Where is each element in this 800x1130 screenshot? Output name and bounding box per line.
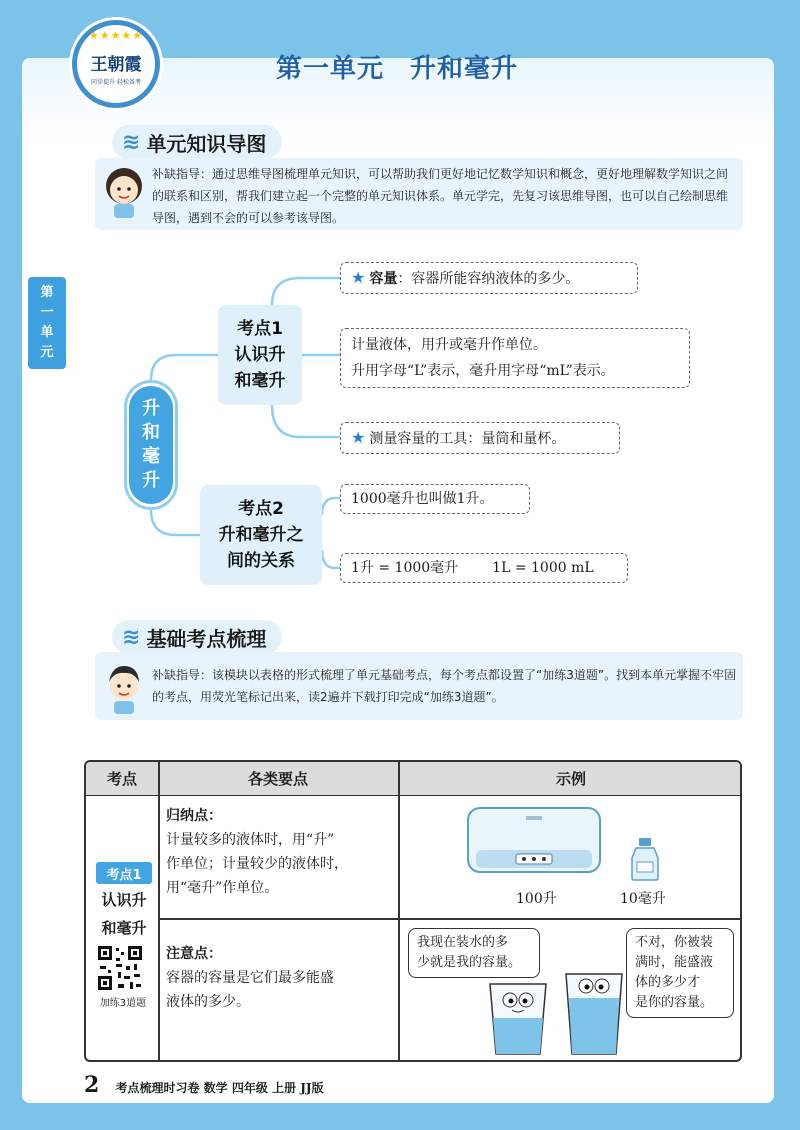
mindmap-root <box>124 380 178 510</box>
kp1-line: 考点1 <box>237 319 283 339</box>
wave-icon: ≋ <box>122 624 141 650</box>
unit-title <box>276 48 518 85</box>
summary-line: 作单位；计量较少的液体时， <box>166 856 348 872</box>
section-header-mindmap <box>112 125 282 159</box>
bubble-line: 少就是我的容量。 <box>417 955 522 970</box>
kp1-badge: 考点1 <box>96 862 152 884</box>
root-char: 升 <box>142 470 160 491</box>
brand-logo <box>72 20 160 108</box>
summary-line: 计量较多的液体时，用“升” <box>166 832 335 848</box>
unit-topic: 升和毫升 <box>410 54 519 84</box>
mindmap-leaf-1000ml <box>340 484 530 514</box>
kp1-name <box>90 886 158 942</box>
table-header-point: 考点 <box>86 762 158 796</box>
table-divider <box>398 762 400 1062</box>
section-header-points <box>112 620 282 654</box>
summary-title: 归纳点： <box>166 808 222 824</box>
bubble-line: 不对，你被装 <box>635 935 714 950</box>
mindmap-leaf-units <box>340 328 690 388</box>
water-heater-icon <box>466 806 602 878</box>
note-cell <box>166 942 392 1014</box>
summary-cell <box>166 804 392 900</box>
star-icon: ★ <box>351 267 366 287</box>
side-tab-char: 一 <box>40 305 54 320</box>
mindmap-root-inner <box>129 386 173 504</box>
kp2-line: 升和毫升之 <box>218 525 304 545</box>
kp1-line: 和毫升 <box>234 371 286 391</box>
caption-heater: 100升 <box>516 891 557 907</box>
bubble-line: 体的多少才 <box>635 975 701 990</box>
root-char: 毫 <box>142 446 160 467</box>
qr-code-icon[interactable] <box>96 944 144 992</box>
wave-icon: ≋ <box>122 129 141 155</box>
logo-text: 王朝霞 <box>90 55 142 75</box>
note-line: 液体的多少。 <box>166 994 250 1010</box>
cup-left-icon <box>486 978 550 1058</box>
caption-bottle: 10毫升 <box>620 891 666 907</box>
bubble-line: 是你的容量。 <box>635 995 714 1010</box>
girl-avatar-icon <box>100 160 148 220</box>
table-divider <box>158 918 742 920</box>
equation-chinese: 1升 = 1000毫升 <box>351 560 459 576</box>
note-line: 容器的容量是它们最多能盛 <box>166 970 334 986</box>
kp2-line: 考点2 <box>238 499 284 519</box>
kp1-line: 认识升 <box>234 345 286 365</box>
kp1-name-line: 认识升 <box>101 891 147 909</box>
kp1-name-line: 和毫升 <box>101 919 147 937</box>
leaf-capacity-line <box>351 265 627 292</box>
leaf-capacity-text: ：容器所能容纳液体的多少。 <box>397 270 580 287</box>
table-header-example: 示例 <box>398 762 742 796</box>
tip-text-1: 补缺指导：通过思维导图梳理单元知识，可以帮助我们更好地记忆数学知识和概念，更好地理解数学知识之间的联系和区别，帮我们建立起一个完整的单元知识体系。单元学完，先复习该思维导图，也可以自己绘制思维导图，遇到不会的可以参考该导图。 <box>152 167 729 225</box>
logo-stars-icon: ★★★★★ <box>88 29 144 42</box>
equation-letters: 1L = 1000 mL <box>492 560 594 576</box>
page-number: 2 <box>84 1072 100 1098</box>
mindmap-leaf-equation <box>340 553 628 583</box>
side-tab-char: 元 <box>40 345 54 360</box>
mindmap-kp1 <box>218 305 302 405</box>
section-title: 单元知识导图 <box>146 131 267 156</box>
table-divider <box>158 762 160 1062</box>
logo-subtitle: 同步提升 轻松备考 <box>91 79 141 86</box>
leaf-1000ml-text: 1000毫升也叫做1升。 <box>351 491 494 507</box>
root-char: 和 <box>142 422 160 443</box>
leaf-units-line: 升用字母“L”表示，毫升用字母“mL”表示。 <box>351 363 615 379</box>
table-header-keypoints: 各类要点 <box>158 762 398 796</box>
side-tab-char: 第 <box>40 285 54 300</box>
mindmap-leaf-tools <box>340 422 620 454</box>
root-char: 升 <box>142 398 160 419</box>
summary-line: 用“毫升”作单位。 <box>166 880 279 896</box>
star-icon: ★ <box>351 427 366 447</box>
section-title: 基础考点梳理 <box>146 626 267 651</box>
unit-label: 第一单元 <box>276 54 385 84</box>
footer-text: 考点梳理时习卷 数学 四年级 上册 JJ版 <box>115 1081 324 1095</box>
kp2-line: 间的关系 <box>227 551 295 571</box>
mindmap-leaf-capacity <box>340 262 638 294</box>
bubble-line: 我现在装水的多 <box>417 935 509 950</box>
page-footer <box>84 1072 324 1098</box>
note-title: 注意点： <box>166 946 222 962</box>
boy-avatar-icon <box>100 656 148 716</box>
qr-label: 加练3道题 <box>99 998 147 1009</box>
tip-text-2: 补缺指导：该模块以表格的形式梳理了单元基础考点，每个考点都设置了“加练3道题”。找到本单元掌握不牢固的考点，用荧光笔标记出来，读2遍并下载打印完成“加练3道题”。 <box>152 668 737 704</box>
leaf-units-line: 计量液体，用升或毫升作单位。 <box>351 337 547 353</box>
leaf-capacity-label: 容量 <box>369 270 398 287</box>
leaf-equation-line <box>351 555 617 581</box>
cup-right-icon <box>562 968 626 1058</box>
side-tab-char: 单 <box>40 325 54 340</box>
mindmap-kp2 <box>200 485 322 585</box>
points-table <box>84 760 742 1062</box>
leaf-tools-line <box>351 425 609 452</box>
side-tab <box>28 277 66 369</box>
speech-bubble-right <box>626 928 734 1018</box>
small-bottle-icon <box>628 836 662 882</box>
leaf-tools-text: 测量容量的工具：量筒和量杯。 <box>369 430 566 447</box>
bubble-line: 满时，能盛液 <box>635 955 714 970</box>
speech-bubble-left <box>408 928 540 978</box>
